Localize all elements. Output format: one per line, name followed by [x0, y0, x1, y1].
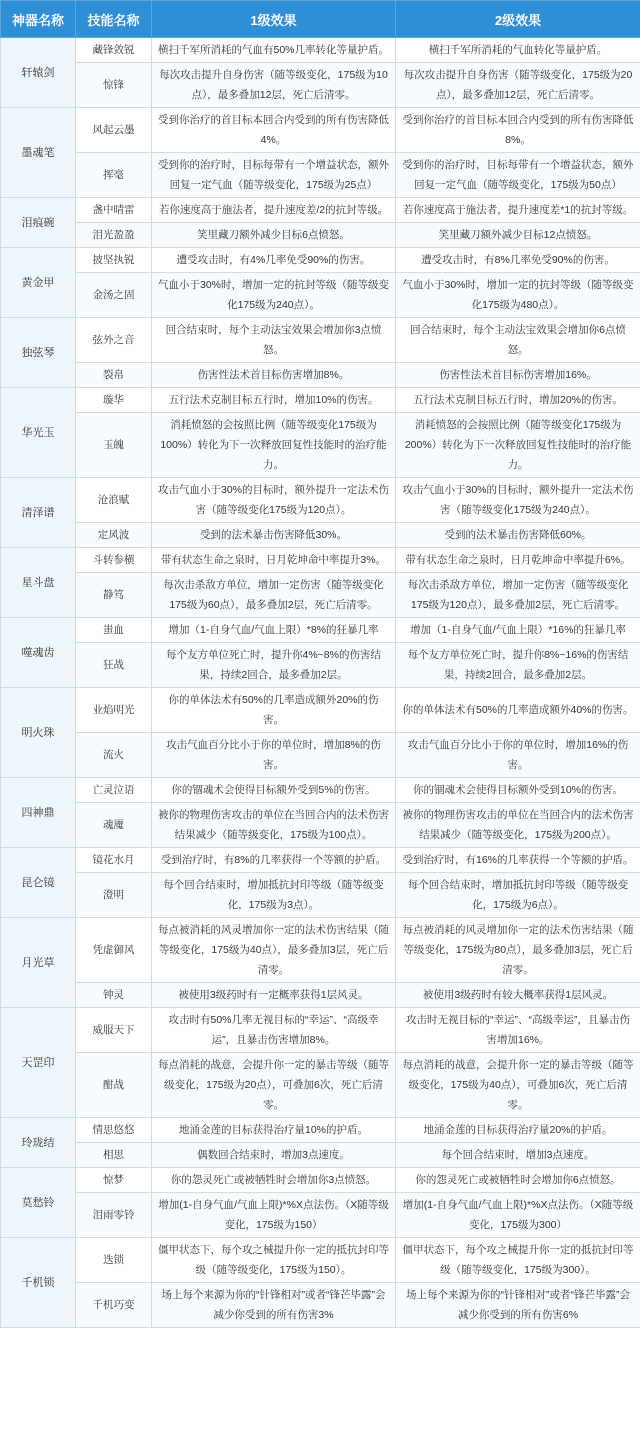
skill-name-cell: 风起云墨 [76, 108, 152, 153]
level2-effect-cell: 每次攻击提升自身伤害（随等级变化，175级为20点），最多叠加12层，死亡后清零。 [396, 63, 640, 108]
skill-name-cell: 静笃 [76, 573, 152, 618]
level1-effect-cell: 你的锢魂术会使得目标额外受到5%的伤害。 [152, 778, 396, 803]
level1-effect-cell: 地涌金莲的目标获得治疗量10%的护盾。 [152, 1118, 396, 1143]
table-row [1, 848, 640, 873]
skill-name-cell: 凭虚御风 [76, 918, 152, 983]
skill-name-cell: 弦外之音 [76, 318, 152, 363]
skill-name-cell: 狂战 [76, 643, 152, 688]
level2-effect-cell: 僵甲状态下，每个攻之械提升你一定的抵抗封印等级（随等级变化，175级为300）。 [396, 1238, 640, 1283]
table-row [1, 198, 640, 223]
level2-effect-cell: 回合结束时，每个主动法宝效果会增加你6点愤怒。 [396, 318, 640, 363]
table-row [1, 573, 640, 618]
table-row [1, 1008, 640, 1053]
skill-name-cell: 酣战 [76, 1053, 152, 1118]
table-row [1, 318, 640, 363]
level1-effect-cell: 攻击气血百分比小于你的单位时，增加8%的伤害。 [152, 733, 396, 778]
level1-effect-cell: 你的怨灵死亡或被牺牲时会增加你3点愤怒。 [152, 1168, 396, 1193]
level2-effect-cell: 被你的物理伤害攻击的单位在当回合内的法术伤害结果减少（随等级变化，175级为200点）。 [396, 803, 640, 848]
artifact-name-cell: 噬魂齿 [1, 618, 76, 688]
skill-name-cell: 迭锁 [76, 1238, 152, 1283]
level1-effect-cell: 攻击气血小于30%的目标时，额外提升一定法术伤害（随等级变化175级为120点）。 [152, 478, 396, 523]
level1-effect-cell: 气血小于30%时，增加一定的抗封等级（随等级变化175级为240点）。 [152, 273, 396, 318]
level1-effect-cell: 僵甲状态下，每个攻之械提升你一定的抵抗封印等级（随等级变化，175级为150）。 [152, 1238, 396, 1283]
level2-effect-cell: 每个友方单位死亡时，提升你8%~16%的伤害结果，持续2回合，最多叠加2层。 [396, 643, 640, 688]
level1-effect-cell: 受到治疗时，有8%的几率获得一个等额的护盾。 [152, 848, 396, 873]
table-row [1, 363, 640, 388]
level2-effect-cell: 伤害性法术首目标伤害增加16%。 [396, 363, 640, 388]
artifact-name-cell: 四神鼎 [1, 778, 76, 848]
artifact-name-cell: 月光草 [1, 918, 76, 1008]
level2-effect-cell: 每个回合结束时，增加3点速度。 [396, 1143, 640, 1168]
table-row [1, 618, 640, 643]
artifact-name-cell: 华光玉 [1, 388, 76, 478]
skill-name-cell: 惊锋 [76, 63, 152, 108]
level1-effect-cell: 若你速度高于施法者，提升速度差/2的抗封等级。 [152, 198, 396, 223]
table-row [1, 478, 640, 523]
skill-name-cell: 玉魄 [76, 413, 152, 478]
level2-effect-cell: 若你速度高于施法者，提升速度差*1的抗封等级。 [396, 198, 640, 223]
skill-name-cell: 威服天下 [76, 1008, 152, 1053]
level2-effect-cell: 增加（1-自身气血/气血上限）*16%的狂暴几率 [396, 618, 640, 643]
level1-effect-cell: 你的单体法术有50%的几率造成额外20%的伤害。 [152, 688, 396, 733]
artifact-name-cell: 泪痕碗 [1, 198, 76, 248]
skill-name-cell: 璇华 [76, 388, 152, 413]
level2-effect-cell: 受到治疗时，有16%的几率获得一个等额的护盾。 [396, 848, 640, 873]
level1-effect-cell: 受到你的治疗时，目标每带有一个增益状态，额外回复一定气血（随等级变化，175级为25点） [152, 153, 396, 198]
level2-effect-cell: 场上每个来源为你的“针锋相对”或者“锋芒毕露”会减少你受到的所有伤害6% [396, 1283, 640, 1328]
table-row [1, 733, 640, 778]
level2-effect-cell: 每点被消耗的风灵增加你一定的法术伤害结果（随等级变化，175级为80点），最多叠加3层，死亡后清零。 [396, 918, 640, 983]
artifact-name-cell: 轩辕剑 [1, 38, 76, 108]
level1-effect-cell: 消耗愤怒的会按照比例（随等级变化175级为100%）转化为下一次释放回复性技能时的治疗能力。 [152, 413, 396, 478]
level2-effect-cell: 你的锢魂术会使得目标额外受到10%的伤害。 [396, 778, 640, 803]
table-row [1, 983, 640, 1008]
skill-name-cell: 钟灵 [76, 983, 152, 1008]
level1-effect-cell: 回合结束时，每个主动法宝效果会增加你3点愤怒。 [152, 318, 396, 363]
level2-effect-cell: 每个回合结束时，增加抵抗封印等级（随等级变化，175级为6点）。 [396, 873, 640, 918]
level1-effect-cell: 每次击杀敌方单位，增加一定伤害（随等级变化175级为60点），最多叠加2层，死亡后清零。 [152, 573, 396, 618]
level1-effect-cell: 攻击时有50%几率无视目标的“幸运”、“高级幸运”，且暴击伤害增加8%。 [152, 1008, 396, 1053]
level1-effect-cell: 伤害性法术首目标伤害增加8%。 [152, 363, 396, 388]
skill-name-cell: 魂魇 [76, 803, 152, 848]
level1-effect-cell: 每点被消耗的风灵增加你一定的法术伤害结果（随等级变化，175级为40点），最多叠加3层，死亡后清零。 [152, 918, 396, 983]
level1-effect-cell: 被使用3级药时有一定概率获得1层风灵。 [152, 983, 396, 1008]
table-row [1, 223, 640, 248]
table-row [1, 1238, 640, 1283]
table-row [1, 548, 640, 573]
skill-name-cell: 亡灵泣语 [76, 778, 152, 803]
skill-name-cell: 沧浪赋 [76, 478, 152, 523]
artifact-name-cell: 明火珠 [1, 688, 76, 778]
skill-name-cell: 裂帛 [76, 363, 152, 388]
table-row [1, 1053, 640, 1118]
level1-effect-cell: 笑里藏刀额外减少目标6点愤怒。 [152, 223, 396, 248]
header-level2-effect: 2级效果 [396, 1, 640, 38]
level2-effect-cell: 消耗愤怒的会按照比例（随等级变化175级为200%）转化为下一次释放回复性技能时的治疗能力。 [396, 413, 640, 478]
table-header [1, 1, 640, 38]
level1-effect-cell: 带有状态生命之泉时，日月乾坤命中率提升3%。 [152, 548, 396, 573]
level2-effect-cell: 气血小于30%时，增加一定的抗封等级（随等级变化175级为480点）。 [396, 273, 640, 318]
level2-effect-cell: 受到你治疗的首目标本回合内受到的所有伤害降低8%。 [396, 108, 640, 153]
skill-name-cell: 情思悠悠 [76, 1118, 152, 1143]
table-row [1, 918, 640, 983]
artifact-name-cell: 清泽谱 [1, 478, 76, 548]
table-row [1, 873, 640, 918]
skill-name-cell: 斗转参横 [76, 548, 152, 573]
skill-name-cell: 流火 [76, 733, 152, 778]
skill-name-cell: 蚩血 [76, 618, 152, 643]
level2-effect-cell: 遭受攻击时，有8%几率免受90%的伤害。 [396, 248, 640, 273]
level2-effect-cell: 攻击气血小于30%的目标时，额外提升一定法术伤害（随等级变化175级为240点）。 [396, 478, 640, 523]
table-row [1, 523, 640, 548]
artifact-name-cell: 黄金甲 [1, 248, 76, 318]
level2-effect-cell: 地涌金莲的目标获得治疗量20%的护盾。 [396, 1118, 640, 1143]
skill-name-cell: 金汤之固 [76, 273, 152, 318]
level2-effect-cell: 横扫千军所消耗的气血转化等量护盾。 [396, 38, 640, 63]
table-row [1, 38, 640, 63]
level1-effect-cell: 受到的法术暴击伤害降低30%。 [152, 523, 396, 548]
table-row [1, 388, 640, 413]
level1-effect-cell: 每个友方单位死亡时，提升你4%~8%的伤害结果，持续2回合，最多叠加2层。 [152, 643, 396, 688]
level1-effect-cell: 场上每个来源为你的“针锋相对”或者“锋芒毕露”会减少你受到的所有伤害3% [152, 1283, 396, 1328]
table-row [1, 1283, 640, 1328]
level2-effect-cell: 每点消耗的战意，会提升你一定的暴击等级（随等级变化，175级为40点），可叠加6次，死亡后清零。 [396, 1053, 640, 1118]
skill-name-cell: 业焰明光 [76, 688, 152, 733]
artifact-name-cell: 独弦琴 [1, 318, 76, 388]
level2-effect-cell: 受到你的治疗时，目标每带有一个增益状态，额外回复一定气血（随等级变化，175级为50点） [396, 153, 640, 198]
level2-effect-cell: 笑里藏刀额外减少目标12点愤怒。 [396, 223, 640, 248]
level2-effect-cell: 五行法术克制目标五行时，增加20%的伤害。 [396, 388, 640, 413]
artifact-name-cell: 墨魂笔 [1, 108, 76, 198]
table-row [1, 643, 640, 688]
skill-name-cell: 定风波 [76, 523, 152, 548]
skill-name-cell: 挥毫 [76, 153, 152, 198]
artifact-name-cell: 千机锁 [1, 1238, 76, 1328]
skill-name-cell: 泪雨零铃 [76, 1193, 152, 1238]
skill-name-cell: 泪光盈盈 [76, 223, 152, 248]
table-row [1, 108, 640, 153]
level1-effect-cell: 增加(1-自身气血/气血上限)*%X点法伤。（X随等级变化，175级为150） [152, 1193, 396, 1238]
level2-effect-cell: 攻击时无视目标的“幸运”、“高级幸运”，且暴击伤害增加16%。 [396, 1008, 640, 1053]
level1-effect-cell: 每次攻击提升自身伤害（随等级变化，175级为10点），最多叠加12层，死亡后清零。 [152, 63, 396, 108]
skill-name-cell: 披坚执锐 [76, 248, 152, 273]
artifact-name-cell: 莫愁铃 [1, 1168, 76, 1238]
level1-effect-cell: 遭受攻击时，有4%几率免受90%的伤害。 [152, 248, 396, 273]
skill-name-cell: 惊梦 [76, 1168, 152, 1193]
table-row [1, 1168, 640, 1193]
level1-effect-cell: 横扫千军所消耗的气血有50%几率转化等量护盾。 [152, 38, 396, 63]
table-row [1, 1143, 640, 1168]
header-artifact-name: 神器名称 [1, 1, 76, 38]
table-row [1, 803, 640, 848]
level2-effect-cell: 被使用3级药时有较大概率获得1层风灵。 [396, 983, 640, 1008]
level2-effect-cell: 你的怨灵死亡或被牺牲时会增加你6点愤怒。 [396, 1168, 640, 1193]
artifact-name-cell: 玲珑结 [1, 1118, 76, 1168]
header-level1-effect: 1级效果 [152, 1, 396, 38]
level1-effect-cell: 偶数回合结束时，增加3点速度。 [152, 1143, 396, 1168]
skill-name-cell: 镜花水月 [76, 848, 152, 873]
skill-name-cell: 藏锋敛锐 [76, 38, 152, 63]
table-row [1, 1193, 640, 1238]
level1-effect-cell: 每点消耗的战意，会提升你一定的暴击等级（随等级变化，175级为20点），可叠加6次，死亡后清零。 [152, 1053, 396, 1118]
level2-effect-cell: 每次击杀敌方单位，增加一定伤害（随等级变化175级为120点），最多叠加2层，死亡后清零。 [396, 573, 640, 618]
artifact-name-cell: 星斗盘 [1, 548, 76, 618]
skill-name-cell: 相思 [76, 1143, 152, 1168]
table-row [1, 273, 640, 318]
level2-effect-cell: 增加(1-自身气血/气血上限)*%X点法伤。（X随等级变化，175级为300） [396, 1193, 640, 1238]
skill-name-cell: 千机巧变 [76, 1283, 152, 1328]
level2-effect-cell: 你的单体法术有50%的几率造成额外40%的伤害。 [396, 688, 640, 733]
level1-effect-cell: 受到你治疗的首目标本回合内受到的所有伤害降低4%。 [152, 108, 396, 153]
artifact-name-cell: 天罡印 [1, 1008, 76, 1118]
level2-effect-cell: 攻击气血百分比小于你的单位时，增加16%的伤害。 [396, 733, 640, 778]
level1-effect-cell: 每个回合结束时，增加抵抗封印等级（随等级变化，175级为3点）。 [152, 873, 396, 918]
table-row [1, 688, 640, 733]
level1-effect-cell: 增加（1-自身气血/气血上限）*8%的狂暴几率 [152, 618, 396, 643]
level2-effect-cell: 受到的法术暴击伤害降低60%。 [396, 523, 640, 548]
level1-effect-cell: 被你的物理伤害攻击的单位在当回合内的法术伤害结果减少（随等级变化，175级为100点）。 [152, 803, 396, 848]
header-skill-name: 技能名称 [76, 1, 152, 38]
table-row [1, 778, 640, 803]
skill-name-cell: 盏中晴雷 [76, 198, 152, 223]
level1-effect-cell: 五行法术克制目标五行时，增加10%的伤害。 [152, 388, 396, 413]
level2-effect-cell: 带有状态生命之泉时，日月乾坤命中率提升6%。 [396, 548, 640, 573]
skill-name-cell: 澄明 [76, 873, 152, 918]
table-body [1, 38, 640, 1328]
table-row [1, 248, 640, 273]
table-row [1, 413, 640, 478]
table-row [1, 63, 640, 108]
table-row [1, 153, 640, 198]
artifact-name-cell: 昆仑镜 [1, 848, 76, 918]
table-row [1, 1118, 640, 1143]
